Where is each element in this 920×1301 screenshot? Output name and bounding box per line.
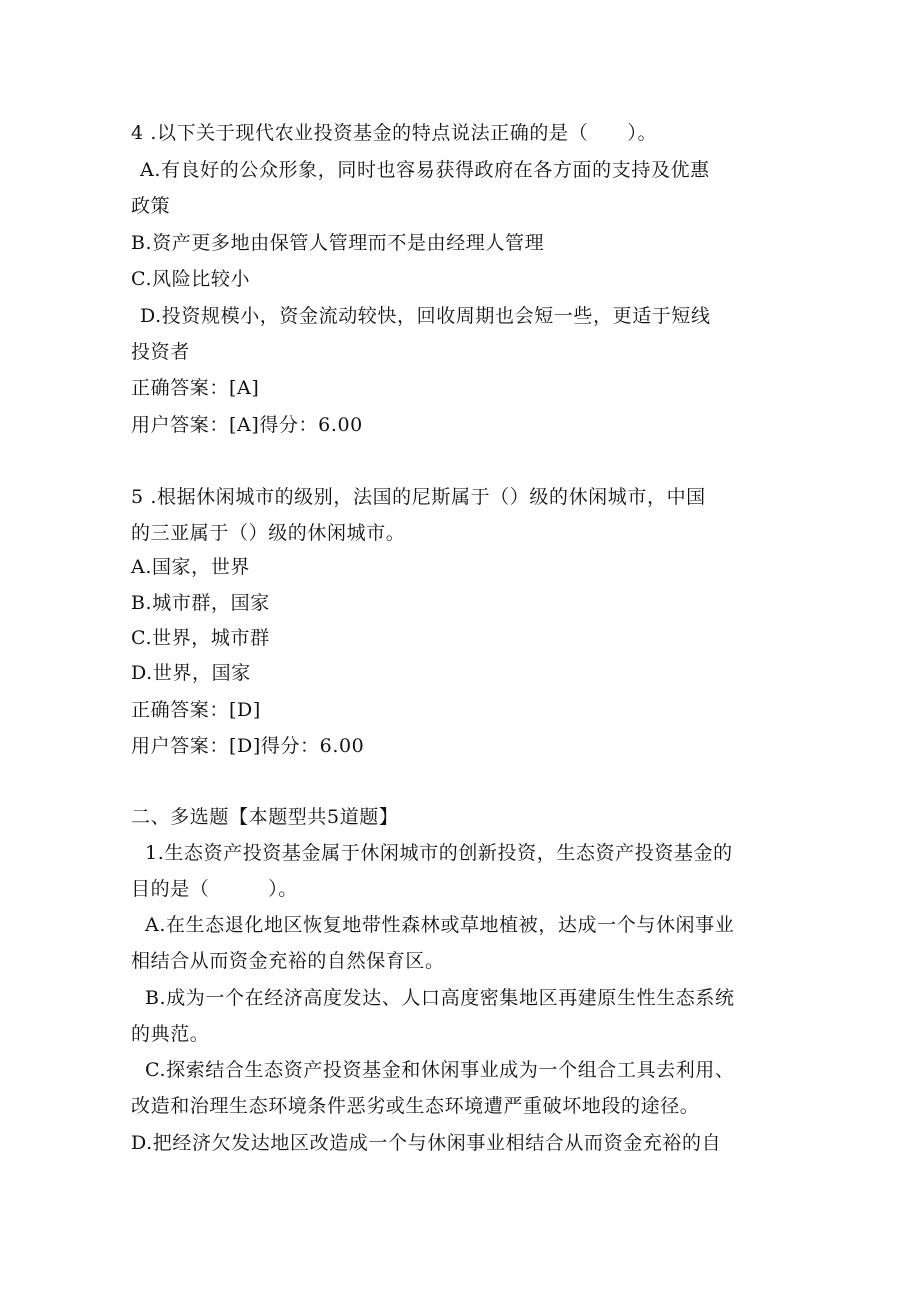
s2-q1-question-line1: 1.生态资产投资基金属于休闲城市的创新投资，生态资产投资基金的 bbox=[145, 842, 733, 864]
q4-option-d-line2: 投资者 bbox=[131, 341, 190, 363]
q4-option-a-line1: A.有良好的公众形象，同时也容易获得政府在各方面的支持及优惠 bbox=[140, 159, 710, 181]
s2-q1-option-c-line1: C.探索结合生态资产投资基金和休闲事业成为一个组合工具去利用、 bbox=[145, 1059, 735, 1081]
q4-user-answer: 用户答案：[A]得分：6.00 bbox=[131, 414, 363, 436]
q4-option-b: B.资产更多地由保管人管理而不是由经理人管理 bbox=[131, 232, 545, 254]
s2-q1-option-c-line2: 改造和治理生态环境条件恶劣或生态环境遭严重破坏地段的途径。 bbox=[131, 1095, 700, 1117]
q4-option-c: C.风险比较小 bbox=[131, 268, 251, 290]
s2-q1-option-b-line1: B.成为一个在经济高度发达、人口高度密集地区再建原生性生态系统 bbox=[145, 987, 735, 1009]
section2-heading: 二、多选题【本题型共5道题】 bbox=[131, 806, 399, 828]
q4-option-a-line2: 政策 bbox=[131, 195, 171, 217]
s2-q1-option-a-line1: A.在生态退化地区恢复地带性森林或草地植被，达成一个与休闲事业 bbox=[145, 914, 735, 936]
q5-question-line1: 5 .根据休闲城市的级别，法国的尼斯属于（）级的休闲城市，中国 bbox=[131, 486, 706, 508]
q5-question-line2: 的三亚属于（）级的休闲城市。 bbox=[131, 522, 406, 544]
q5-user-answer: 用户答案：[D]得分：6.00 bbox=[131, 735, 365, 757]
q5-option-d: D.世界，国家 bbox=[131, 662, 251, 684]
q4-option-d-line1: D.投资规模小，资金流动较快，回收周期也会短一些，更适于短线 bbox=[140, 305, 711, 327]
q5-correct-answer: 正确答案：[D] bbox=[131, 699, 261, 721]
q5-option-a: A.国家，世界 bbox=[131, 556, 250, 578]
s2-q1-option-b-line2: 的典范。 bbox=[131, 1023, 210, 1045]
q5-option-b: B.城市群，国家 bbox=[131, 592, 270, 614]
q5-option-c: C.世界，城市群 bbox=[131, 627, 270, 649]
s2-q1-option-d-line1: D.把经济欠发达地区改造成一个与休闲事业相结合从而资金充裕的自 bbox=[131, 1132, 722, 1154]
q4-correct-answer: 正确答案：[A] bbox=[131, 377, 260, 399]
s2-q1-option-a-line2: 相结合从而资金充裕的自然保育区。 bbox=[131, 950, 445, 972]
q4-question: 4 .以下关于现代农业投资基金的特点说法正确的是（ ）。 bbox=[131, 122, 658, 144]
s2-q1-question-line2: 目的是（ ）。 bbox=[131, 878, 298, 900]
